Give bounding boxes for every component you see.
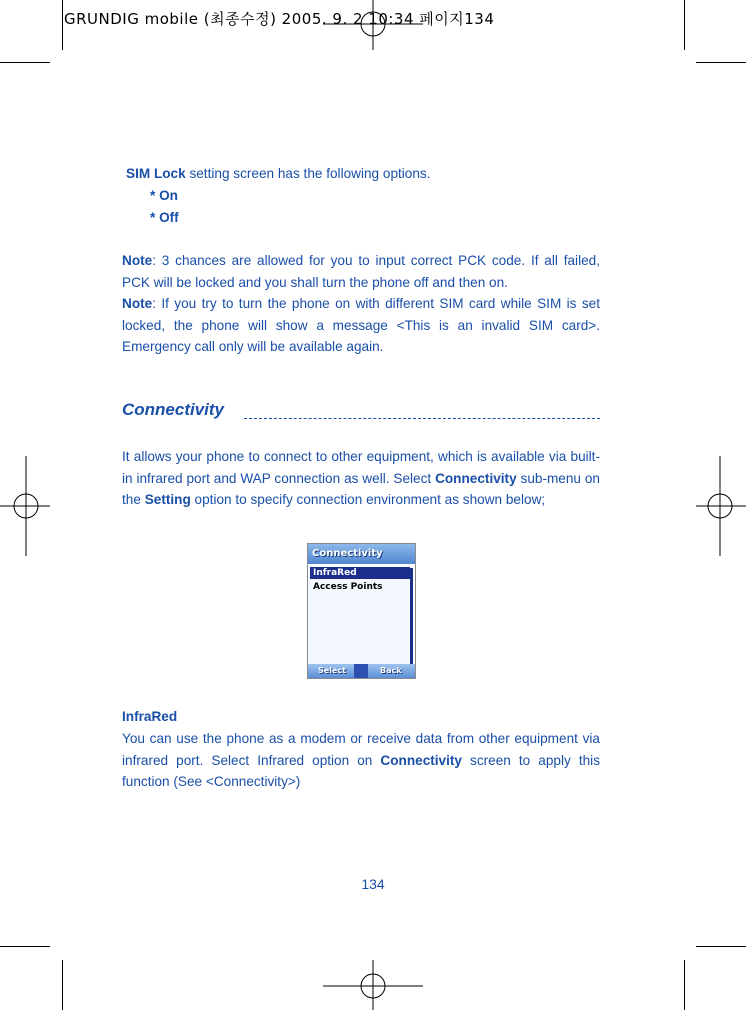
infrared-text-1: You can use the phone as a modem or receive data from other equipment via infrared port. Select Infrared option on [122, 731, 600, 768]
sim-lock-intro [126, 163, 604, 185]
crop-mark-bl-h [0, 946, 50, 947]
setting-term: Setting [144, 492, 191, 508]
infrared-heading: InfraRed [122, 709, 178, 724]
connectivity-text-3: option to specify connection environment as shown below; [190, 492, 546, 508]
softkey-select[interactable]: Select [318, 666, 346, 675]
note-label: Note [122, 253, 153, 268]
sim-lock-intro-text: setting screen has the following options. [185, 166, 431, 181]
note-text: : If you try to turn the phone on with different SIM card while SIM is set locked, the phone will show a message <This is an invalid SIM card>. Emergency call only will be available again. [122, 296, 600, 355]
phone-softkey-bar [308, 664, 415, 678]
infrared-description [122, 728, 600, 793]
page-number: 134 [361, 876, 385, 892]
registration-mark-left [0, 456, 50, 556]
connectivity-term: Connectivity [435, 470, 517, 486]
note-pck [122, 250, 600, 293]
section-title-connectivity: Connectivity [122, 400, 225, 419]
option-on: * On [150, 188, 178, 203]
phone-menu-item-access-points[interactable]: Access Points [313, 582, 383, 592]
phone-menu-list [308, 566, 409, 664]
crop-mark-bl-v [62, 960, 63, 1010]
phone-screenshot [307, 543, 416, 679]
note-sim [122, 293, 600, 358]
softkey-center [354, 664, 368, 678]
registration-mark-right [696, 456, 746, 556]
option-off: * Off [150, 210, 179, 225]
connectivity-description [122, 446, 600, 511]
connectivity-text-1: It allows your phone to connect to other equipment, which is available via built-in infrared port and WAP connection as well. Select [122, 449, 600, 486]
crop-mark-tl-v [62, 0, 63, 50]
crop-mark-tl-h [0, 62, 50, 63]
phone-title: Connectivity [312, 548, 383, 559]
sim-lock-term: SIM Lock [126, 166, 186, 181]
phone-menu-item-infrared[interactable]: InfraRed [310, 567, 410, 579]
softkey-back[interactable]: Back [380, 666, 402, 675]
print-header: GRUNDIG mobile (최종수정) 2005. 9. 2 10:34 페이지134 [64, 10, 495, 28]
note-label: Note [122, 296, 153, 311]
phone-scrollbar [410, 568, 413, 664]
crop-mark-tr-v [684, 0, 685, 50]
crop-mark-tr-h [696, 62, 746, 63]
connectivity-text-2: sub-menu on the [122, 470, 600, 508]
phone-title-bar [308, 544, 415, 564]
note-text: : 3 chances are allowed for you to input correct PCK code. If all failed, PCK will be locked and you shall turn the phone off and then on. [122, 253, 600, 290]
section-rule [244, 418, 600, 419]
crop-mark-br-h [696, 946, 746, 947]
infrared-term: Connectivity [380, 752, 462, 768]
registration-mark-bottom [323, 960, 423, 1010]
infrared-text-2: screen to apply this function (See <Connectivity>) [122, 752, 600, 790]
crop-mark-br-v [684, 960, 685, 1010]
